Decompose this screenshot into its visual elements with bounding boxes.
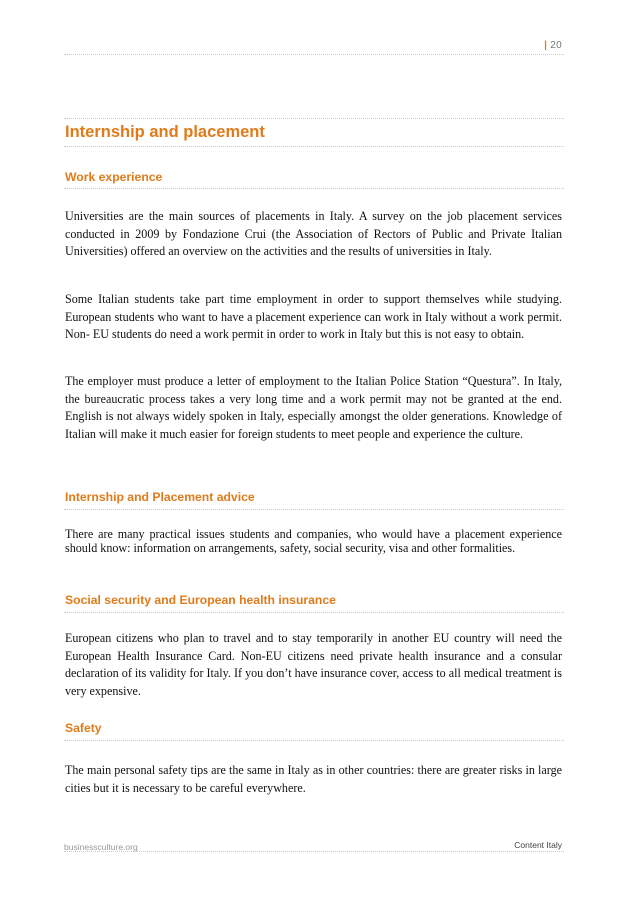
footer-divider xyxy=(64,851,564,852)
section-heading-internship-advice: Internship and Placement advice xyxy=(65,490,255,504)
page-number-value: 20 xyxy=(550,40,562,51)
page-number-separator: | xyxy=(544,40,548,51)
paragraph: Some Italian students take part time employment in order to support themselves while studying. European students who want to have a placement experience can work in Italy without a work permit. Non- EU students do need a work permit in order to work in Italy but this is not easy to obtain. xyxy=(65,292,562,342)
title-top-divider xyxy=(64,118,564,119)
paragraph: The employer must produce a letter of employment to the Italian Police Station “Questura”. In Italy, the bureaucratic process takes a very long time and a work permit may not be granted at the end. English is not always widely spoken in Italy, especially amongst the older generations. Knowledge of Italian will make it much easier for foreign students to meet people and experience the culture. xyxy=(65,374,562,441)
paragraph: There are many practical issues students and companies, who would have a placement experience should know: information on arrangements, safety, social security, visa and other formalities. xyxy=(65,527,562,556)
page-title: Internship and placement xyxy=(65,123,265,141)
section-heading-safety: Safety xyxy=(65,721,102,735)
footer-website: businessculture.org xyxy=(64,842,138,852)
section-heading-social-security: Social security and European health insurance xyxy=(65,593,336,607)
paragraph: European citizens who plan to travel and to stay temporarily in another EU country will need the European Health Insurance Card. Non-EU citizens need private health insurance and a consular declaration of its validity for Italy. If you don’t have insurance cover, access to all medical treatment is very expensive. xyxy=(65,631,562,698)
paragraph: Universities are the main sources of placements in Italy. A survey on the job placement services conducted in 2009 by Fondazione Crui (the Association of Rectors of Public and Private Italian Universities) offered an overview on the activities and the results of universities in Italy. xyxy=(65,209,562,259)
paragraph: The main personal safety tips are the same in Italy as in other countries: there are greater risks in large cities but it is necessary to be careful everywhere. xyxy=(65,763,562,795)
section-divider xyxy=(64,740,564,741)
header-divider xyxy=(64,54,564,55)
section-heading-work-experience: Work experience xyxy=(65,170,163,184)
page-number xyxy=(544,40,562,51)
section-divider xyxy=(64,188,564,189)
footer-section-name: Content Italy xyxy=(514,840,562,850)
title-bottom-divider xyxy=(64,146,564,147)
section-divider xyxy=(64,612,564,613)
section-divider xyxy=(64,509,564,510)
